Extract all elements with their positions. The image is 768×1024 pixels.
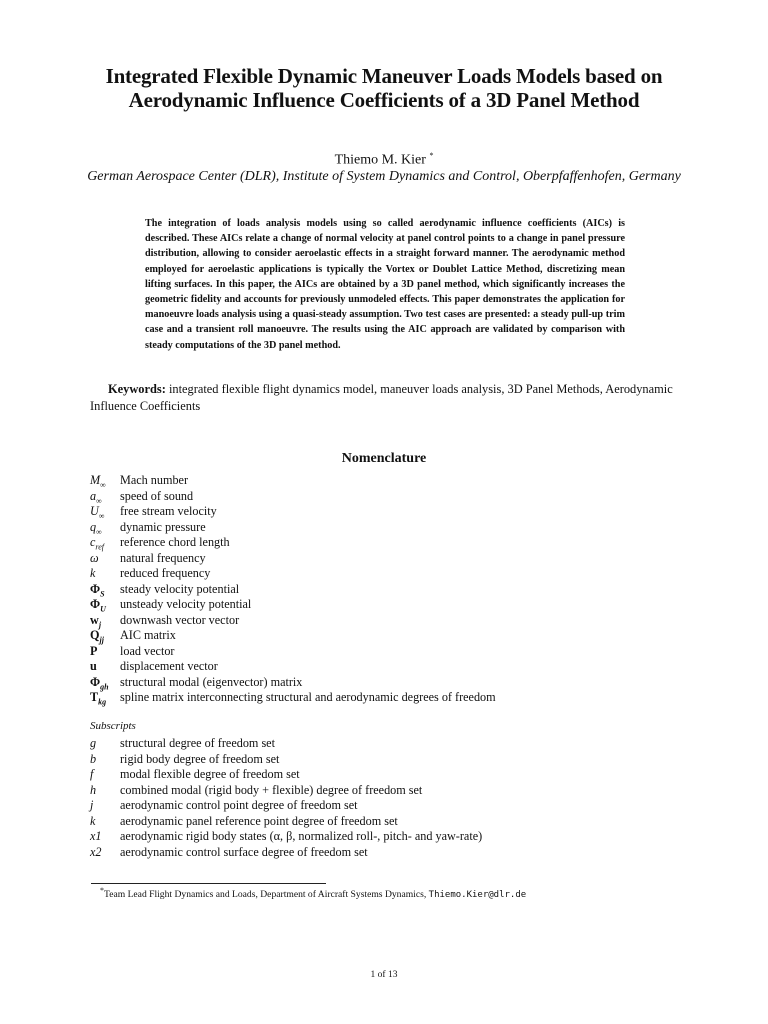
subscript-description: structural degree of freedom set xyxy=(120,736,275,750)
nomenclature-symbol xyxy=(90,582,120,598)
symbol-subscript: ∞ xyxy=(100,480,106,490)
subscript-description: rigid body degree of freedom set xyxy=(120,751,280,766)
footnote xyxy=(100,886,526,900)
nomenclature-description: steady velocity potential xyxy=(120,581,240,596)
nomenclature-symbol xyxy=(90,628,120,644)
nomenclature-symbol xyxy=(90,675,120,691)
nomenclature-description: Mach number xyxy=(120,473,189,487)
symbol-subscript: ∞ xyxy=(96,526,102,536)
symbol-base: k xyxy=(90,566,96,580)
subscript-symbol: h xyxy=(90,782,97,797)
footnote-email[interactable]: Thiemo.Kier@dlr.de xyxy=(428,890,527,901)
symbol-base: q xyxy=(90,519,97,534)
nomenclature-description: reference chord length xyxy=(120,535,230,549)
nomenclature-description: reduced frequency xyxy=(120,566,211,580)
symbol-subscript: gh xyxy=(100,681,109,691)
nomenclature-description: natural frequency xyxy=(120,550,206,565)
symbol-base: a xyxy=(90,488,97,503)
nomenclature-symbol xyxy=(90,473,120,489)
symbol-subscript: S xyxy=(100,588,105,598)
nomenclature-symbol xyxy=(90,504,120,520)
paper-title xyxy=(0,64,768,112)
nomenclature-symbol xyxy=(90,535,120,551)
nomenclature-symbol xyxy=(90,551,120,566)
subscript-symbol: x2 xyxy=(90,844,102,859)
symbol-subscript: U xyxy=(100,604,106,614)
symbol-subscript: ∞ xyxy=(96,495,102,505)
page-number: 1 of 13 xyxy=(370,970,398,980)
footnote-mark: * xyxy=(100,886,104,895)
nomenclature-symbol xyxy=(90,613,120,629)
nomenclature-symbol xyxy=(90,659,120,674)
affiliation: German Aerospace Center (DLR), Institute of System Dynamics and Control, Oberpfaffenhofen, Germany xyxy=(87,169,681,184)
symbol-base: ω xyxy=(90,550,99,565)
subscript-description: aerodynamic panel reference point degree of freedom set xyxy=(120,813,398,828)
symbol-subscript: ref xyxy=(95,542,105,552)
symbol-base: w xyxy=(90,612,99,627)
subscript-description: aerodynamic control surface degree of freedom set xyxy=(120,844,368,859)
keywords xyxy=(90,381,690,414)
symbol-base: Φ xyxy=(90,597,101,611)
nomenclature-description: downwash vector vector xyxy=(120,612,240,627)
nomenclature-description: dynamic pressure xyxy=(120,519,206,534)
nomenclature-description: speed of sound xyxy=(120,488,194,503)
symbol-base: M xyxy=(90,473,101,487)
subscript-description: aerodynamic rigid body states (α, β, normalized roll-, pitch- and yaw-rate) xyxy=(120,829,483,843)
nomenclature-symbol xyxy=(90,690,120,706)
author-name: Thiemo M. Kier xyxy=(334,152,426,168)
nomenclature-description: spline matrix interconnecting structural and aerodynamic degrees of freedom xyxy=(120,690,496,704)
nomenclature-description: unsteady velocity potential xyxy=(120,597,252,611)
keywords-text: integrated flexible flight dynamics model, maneuver loads analysis, 3D Panel Methods, Aerodynamic Influence Coefficients xyxy=(90,382,673,413)
symbol-subscript: ∞ xyxy=(98,511,105,521)
symbol-subscript: jj xyxy=(99,635,104,645)
symbol-base: c xyxy=(90,535,96,549)
subscript-symbol: j xyxy=(90,798,94,812)
nomenclature-symbol xyxy=(90,566,120,581)
symbol-base: U xyxy=(90,504,99,518)
nomenclature-description: structural modal (eigenvector) matrix xyxy=(120,674,303,689)
nomenclature-description: AIC matrix xyxy=(120,628,176,642)
subscript-symbol: f xyxy=(90,767,94,781)
abstract: The integration of loads analysis models using so called aerodynamic influence coefficients (AICs) is described. These AICs relate a change of normal velocity at panel control points to a change in panel pressure distribution, allowing to consider aeroelastic effects in a straight forward manner. The aerodynamic method employed for aeroelastic applications is typically the Vortex or Doublet Lattice Method, discretizing mean lifting surfaces. In this paper, the AICs are obtained by a 3D panel method, which significantly increases the geometric fidelity and accounts for previously unmodeled effects. This paper demonstrates the application for manoeuvre loads analysis using a quasi-steady assumption. Two test cases are presented: a steady pull-up trim case and a transient roll manoeuvre. The results using the AIC approach are validated by comparison with steady computations of the 3D panel method. xyxy=(145,218,625,351)
symbol-subscript: j xyxy=(98,619,102,629)
nomenclature-symbol xyxy=(90,644,120,659)
nomenclature-description: load vector xyxy=(120,643,175,658)
symbol-base: T xyxy=(90,690,99,704)
nomenclature-symbol xyxy=(90,597,120,613)
subscript-symbol: g xyxy=(90,736,97,750)
symbol-base: Q xyxy=(90,628,100,642)
nomenclature-description: displacement vector xyxy=(120,659,218,673)
subscript-symbol: x1 xyxy=(90,829,102,843)
keywords-label: Keywords: xyxy=(108,382,166,396)
author xyxy=(0,151,768,169)
symbol-base: Φ xyxy=(90,674,101,689)
title-line-1: Integrated Flexible Dynamic Maneuver Loads Models based on xyxy=(105,64,663,88)
nomenclature-symbol xyxy=(90,520,120,536)
subscript-description: modal flexible degree of freedom set xyxy=(120,767,300,781)
nomenclature-symbol xyxy=(90,489,120,505)
nomenclature-description: free stream velocity xyxy=(120,504,217,518)
footnote-text: Team Lead Flight Dynamics and Loads, Department of Aircraft Systems Dynamics, xyxy=(104,889,427,901)
symbol-base: Φ xyxy=(90,581,101,596)
symbol-base: P xyxy=(90,643,98,658)
subscripts-title: Subscripts xyxy=(90,720,136,732)
subscript-symbol: k xyxy=(90,813,96,828)
subscript-symbol: b xyxy=(90,751,97,766)
author-footnote-mark: * xyxy=(429,151,434,160)
footnote-rule xyxy=(91,883,326,884)
title-line-2: Aerodynamic Influence Coefficients of a 3D Panel Method xyxy=(128,88,640,112)
symbol-base: u xyxy=(90,659,97,673)
subscript-description: combined modal (rigid body + flexible) degree of freedom set xyxy=(120,782,423,797)
subscript-description: aerodynamic control point degree of freedom set xyxy=(120,798,358,812)
symbol-subscript: kg xyxy=(98,697,107,707)
nomenclature-title: Nomenclature xyxy=(341,451,427,466)
